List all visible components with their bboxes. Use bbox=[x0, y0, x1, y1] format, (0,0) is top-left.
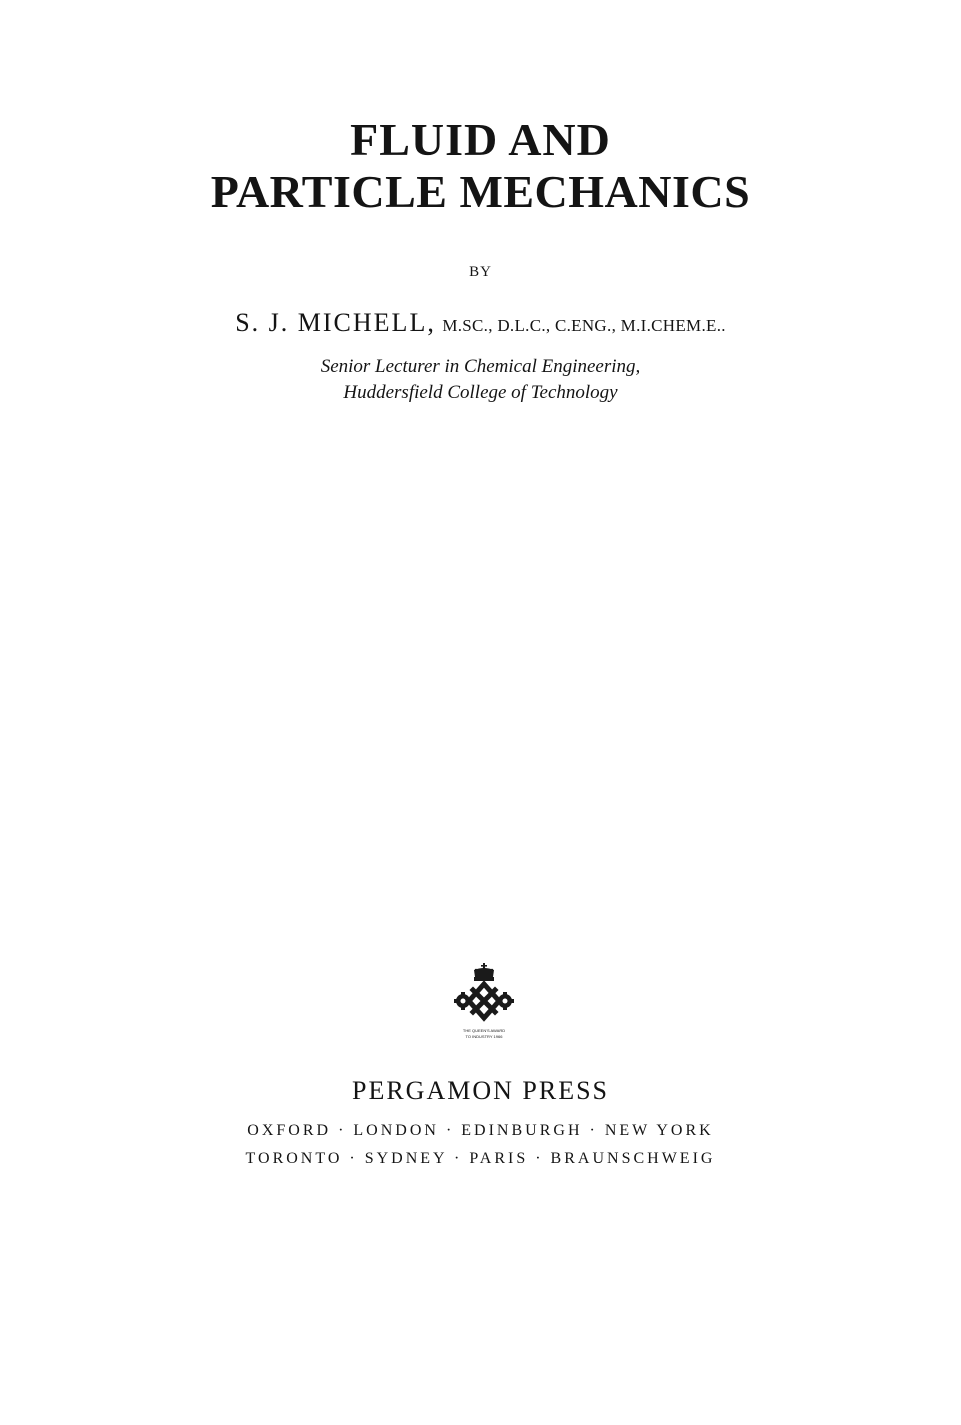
author-line bbox=[0, 306, 961, 343]
book-title-line-2: PARTICLE MECHANICS bbox=[210, 166, 751, 217]
logo-caption: THE QUEEN'S AWARD bbox=[462, 1028, 506, 1033]
publisher-name: PERGAMON PRESS bbox=[351, 1076, 609, 1105]
publisher-cities-line-2: TORONTO · SYDNEY · PARIS · BRAUNSCHWEIG bbox=[245, 1150, 716, 1167]
publisher-cities-line-1: OXFORD · LONDON · EDINBURGH · NEW YORK bbox=[247, 1122, 714, 1139]
by-label: BY bbox=[469, 264, 492, 280]
queens-award-logo-icon bbox=[447, 962, 531, 1046]
author-position: Senior Lecturer in Chemical Engineering, bbox=[320, 356, 641, 377]
author-qualifications: M.SC., D.L.C., C.ENG., M.I.CHEM.E.. bbox=[442, 316, 726, 335]
book-title-line-1: FLUID AND bbox=[350, 114, 611, 165]
author-institution: Huddersfield College of Technology bbox=[343, 382, 618, 403]
logo-caption-2: TO INDUSTRY 1966 bbox=[465, 1034, 503, 1039]
author-name: S. J. MICHELL, bbox=[235, 308, 436, 337]
